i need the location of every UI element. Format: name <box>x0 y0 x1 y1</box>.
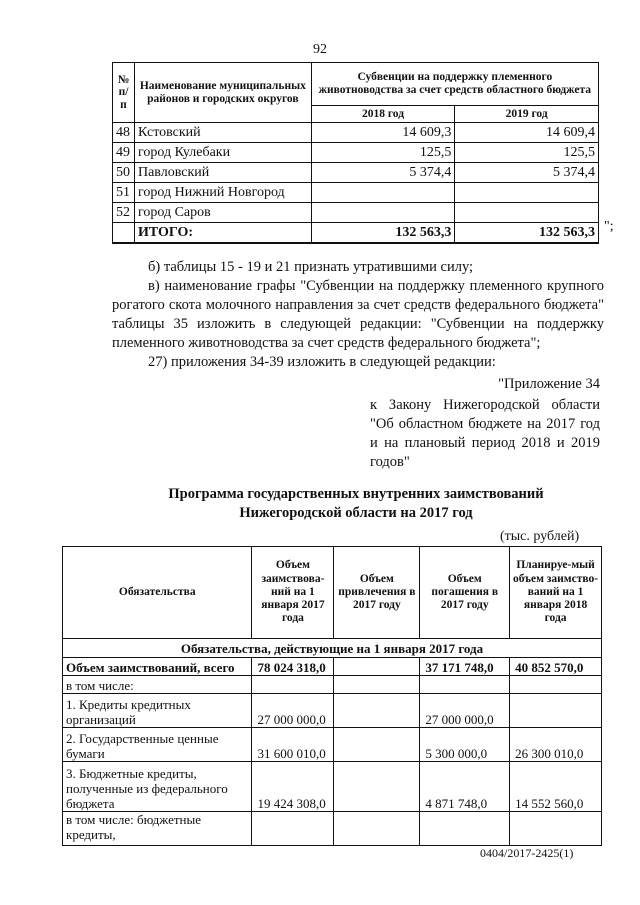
paragraph-v: в) наименование графы "Субвенции на поддержку племенного крупного рогатого скота молочного направления за счет средств федерального бюджета" таблицы 35 изложить в следующей редакции: "Субвенции на поддержку племенного животноводства за счет средств федерального бюджета"; <box>112 278 604 351</box>
row-attraction <box>334 676 420 694</box>
table-row <box>113 203 599 223</box>
row-no: 48 <box>113 123 135 143</box>
row-2018 <box>311 183 455 203</box>
row-2019 <box>455 203 599 223</box>
borrowing-table <box>62 546 602 846</box>
header-name: Наименование муниципальных районов и городских округов <box>134 63 311 123</box>
header-repayment: Объем погашения в 2017 году <box>420 547 510 639</box>
row-2019: 5 374,4 <box>455 163 599 183</box>
row-volume <box>252 676 334 694</box>
header-planned-2018: Планируе-мый объем заимство-ваний на 1 января 2018 года <box>510 547 602 639</box>
total-2019: 132 563,3 <box>455 223 599 244</box>
row-name: 2. Государственные ценные бумаги <box>63 728 252 762</box>
table-row <box>113 163 599 183</box>
row-repayment: 27 000 000,0 <box>420 694 510 728</box>
table-row <box>63 676 602 694</box>
row-no: 49 <box>113 143 135 163</box>
table-row <box>63 728 602 762</box>
program-title-line1: Программа государственных внутренних заимствований <box>168 486 544 502</box>
row-attraction <box>334 694 420 728</box>
row-name: город Саров <box>134 203 311 223</box>
row-volume: 27 000 000,0 <box>252 694 334 728</box>
units-label: (тыс. рублей) <box>500 529 580 544</box>
row-2019: 14 609,4 <box>455 123 599 143</box>
row-planned <box>510 676 602 694</box>
row-no: 50 <box>113 163 135 183</box>
appendix-title: "Приложение 34 <box>498 376 600 392</box>
total-row <box>113 223 599 244</box>
row-repayment <box>420 676 510 694</box>
row-2018: 5 374,4 <box>311 163 455 183</box>
subsidy-table <box>112 62 599 244</box>
row-volume: 31 600 010,0 <box>252 728 334 762</box>
table-row <box>113 143 599 163</box>
row-attraction <box>334 658 420 676</box>
page-number: 92 <box>313 42 327 57</box>
table-row <box>113 123 599 143</box>
row-attraction <box>334 728 420 762</box>
table-row <box>113 183 599 203</box>
document-code: 0404/2017-2425(1) <box>480 846 574 860</box>
table-row <box>63 658 602 676</box>
row-name: Объем заимствований, всего <box>63 658 252 676</box>
row-planned: 14 552 560,0 <box>510 762 602 812</box>
program-title-line2: Нижегородской области на 2017 год <box>239 505 473 521</box>
row-repayment: 4 871 748,0 <box>420 762 510 812</box>
row-planned <box>510 694 602 728</box>
section-label: Обязательства, действующие на 1 января 2017 года <box>63 639 602 658</box>
row-volume: 78 024 318,0 <box>252 658 334 676</box>
table-row <box>63 694 602 728</box>
row-repayment: 37 171 748,0 <box>420 658 510 676</box>
row-2018: 125,5 <box>311 143 455 163</box>
row-planned: 26 300 010,0 <box>510 728 602 762</box>
row-attraction <box>334 812 420 846</box>
total-2018: 132 563,3 <box>311 223 455 244</box>
row-2019 <box>455 183 599 203</box>
row-no: 51 <box>113 183 135 203</box>
section-row <box>63 639 602 658</box>
header-2018: 2018 год <box>311 106 455 123</box>
paragraph-27: 27) приложения 34-39 изложить в следующей редакции: <box>148 354 496 370</box>
row-name: 1. Кредиты кредитных организаций <box>63 694 252 728</box>
row-repayment: 5 300 000,0 <box>420 728 510 762</box>
paragraph-b: б) таблицы 15 - 19 и 21 признать утратившими силу; <box>148 259 474 275</box>
row-repayment <box>420 812 510 846</box>
row-volume: 19 424 308,0 <box>252 762 334 812</box>
row-2018 <box>311 203 455 223</box>
row-attraction <box>334 762 420 812</box>
total-label: ИТОГО: <box>134 223 311 244</box>
program-title <box>112 485 600 523</box>
header-attraction: Объем привлечения в 2017 году <box>334 547 420 639</box>
row-2018: 14 609,3 <box>311 123 455 143</box>
row-2019: 125,5 <box>455 143 599 163</box>
table-row <box>63 812 602 846</box>
header-subsidy: Субвенции на поддержку племенного животноводства за счет средств областного бюджета <box>311 63 598 106</box>
header-volume-2017: Объем заимствова-ний на 1 января 2017 года <box>252 547 334 639</box>
row-name: Павловский <box>134 163 311 183</box>
row-planned <box>510 812 602 846</box>
row-no: 52 <box>113 203 135 223</box>
row-planned: 40 852 570,0 <box>510 658 602 676</box>
header-no: № п/п <box>113 63 135 123</box>
row-name: 3. Бюджетные кредиты, полученные из федерального бюджета <box>63 762 252 812</box>
appendix-reference: к Закону Нижегородской области "Об областном бюджете на 2017 год и на плановый период 2018 и 2019 годов" <box>370 397 600 470</box>
closing-quote: "; <box>604 219 614 234</box>
table-row <box>63 762 602 812</box>
header-2019: 2019 год <box>455 106 599 123</box>
row-name: город Нижний Новгород <box>134 183 311 203</box>
row-name: в том числе: <box>63 676 252 694</box>
header-obligations: Обязательства <box>63 547 252 639</box>
row-name: в том числе: бюджетные кредиты, <box>63 812 252 846</box>
row-volume <box>252 812 334 846</box>
row-name: Кстовский <box>134 123 311 143</box>
row-name: город Кулебаки <box>134 143 311 163</box>
